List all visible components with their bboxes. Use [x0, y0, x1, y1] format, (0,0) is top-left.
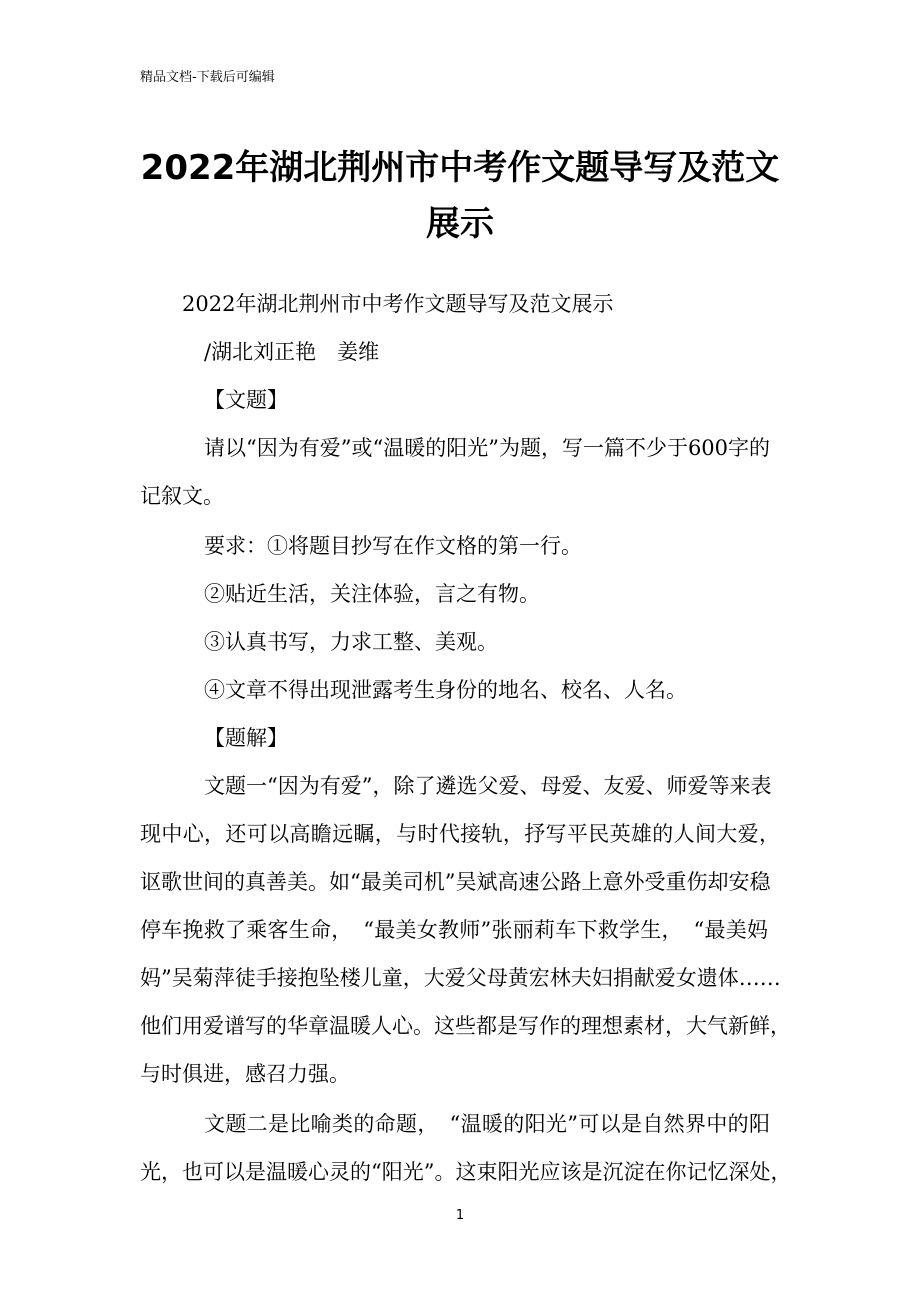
subtitle: 2022年湖北荆州市中考作文题导写及范文展示	[182, 292, 614, 316]
paragraph-line: 文题一“因为有爱”，除了遴选父爱、母爱、友爱、师爱等来表	[204, 774, 772, 798]
page-number: 1	[455, 1208, 465, 1223]
paragraph-line: 文题二是比喻类的命题， “温暖的阳光”可以是自然界中的阳	[204, 1112, 770, 1136]
document-title-line-2: 展示	[426, 204, 494, 244]
paragraph-line: 与时俱进，感召力强。	[140, 1062, 350, 1086]
header-note: 精品文档-下载后可编辑	[140, 70, 275, 85]
section-heading-analysis: 【题解】	[204, 726, 288, 750]
requirement-item: ②贴近生活，关注体验，言之有物。	[204, 582, 540, 606]
section-heading-topic: 【文题】	[204, 388, 288, 412]
prompt-line: 记叙文。	[140, 484, 224, 508]
paragraph-line: 他们用爱谱写的华章温暖人心。这些都是写作的理想素材，大气新鲜，	[140, 1014, 791, 1038]
paragraph-line: 光，也可以是温暖心灵的“阳光”。这束阳光应该是沉淀在你记忆深处，	[140, 1160, 792, 1184]
paragraph-line: 现中心，还可以高瞻远瞩，与时代接轨，抒写平民英雄的人间大爱，	[140, 822, 780, 846]
requirement-item: ③认真书写，力求工整、美观。	[204, 630, 498, 654]
paragraph-line: 讴歌世间的真善美。如“最美司机”吴斌高速公路上意外受重伤却安稳	[140, 870, 771, 894]
requirement-item: ④文章不得出现泄露考生身份的地名、校名、人名。	[204, 678, 687, 702]
document-title-line-1: 2022年湖北荆州市中考作文题导写及范文	[140, 148, 780, 188]
paragraph-line: 停车挽救了乘客生命， “最美女教师”张丽莉车下救学生， “最美妈	[140, 918, 768, 942]
paragraph-line: 妈”吴菊萍徒手接抱坠楼儿童，大爱父母黄宏林夫妇捐献爱女遗体……	[140, 966, 781, 990]
byline: /湖北刘正艳 姜维	[204, 340, 380, 364]
requirement-item: 要求：①将题目抄写在作文格的第一行。	[204, 534, 582, 558]
prompt-line: 请以“因为有爱”或“温暖的阳光”为题，写一篇不少于600字的	[204, 436, 771, 460]
